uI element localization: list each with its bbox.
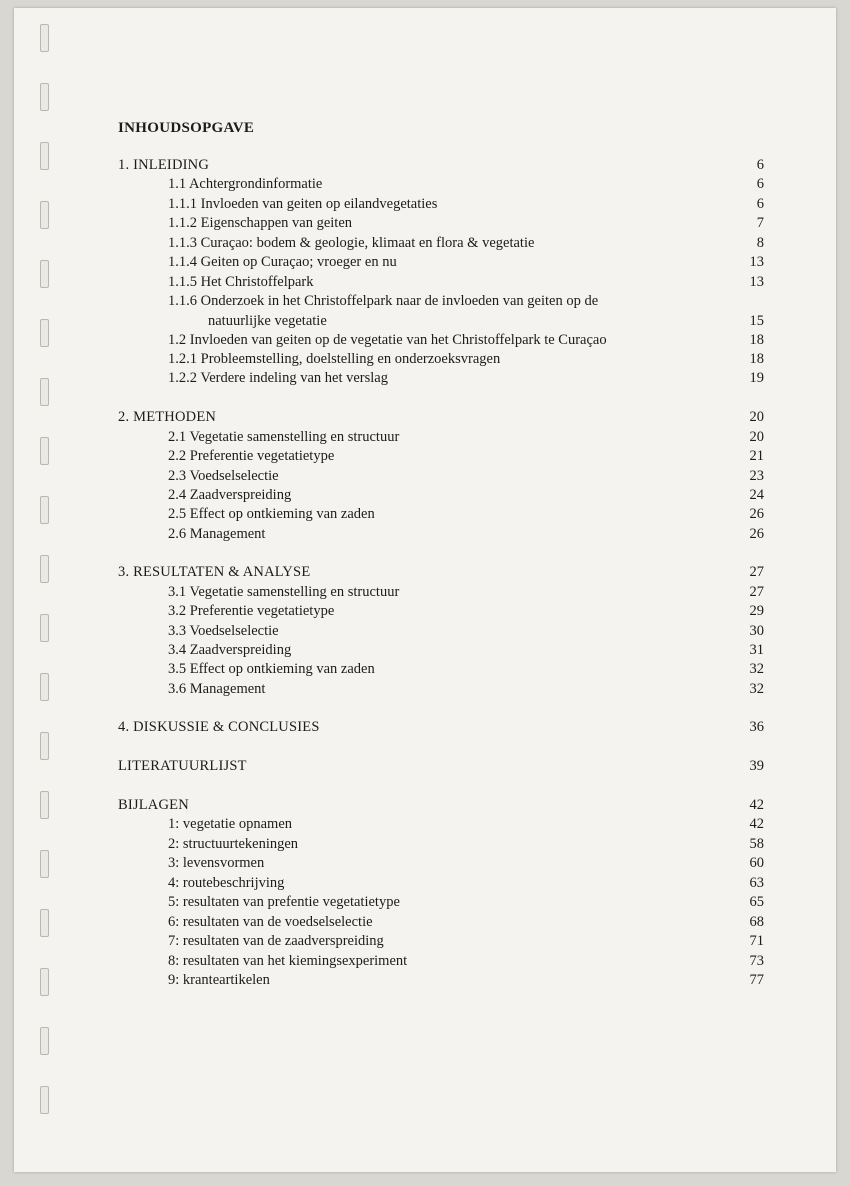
toc-entry-page: 60	[749, 855, 764, 871]
toc-entry-title: 1.1 Achtergrondinformatie	[168, 176, 323, 192]
toc-entry	[14, 213, 836, 233]
toc-entry-title: 7: resultaten van de zaadverspreiding	[168, 933, 384, 949]
toc-entry-page: 32	[749, 661, 764, 677]
toc-entry-title: 3.6 Management	[168, 681, 266, 697]
toc-entry-title: 3: levensvormen	[168, 855, 265, 871]
toc-entry-page: 29	[749, 603, 764, 619]
toc-entry-title: 1.1.4 Geiten op Curaçao; vroeger en nu	[168, 254, 397, 270]
toc-entry	[14, 485, 836, 505]
toc-entry-title: BIJLAGEN	[118, 797, 189, 813]
toc-entry-page: 42	[749, 816, 764, 832]
toc-entry-page: 18	[749, 351, 764, 367]
binding-slot	[40, 24, 49, 52]
toc-entry	[14, 330, 836, 350]
toc-entry-page: 8	[756, 235, 764, 251]
toc-entry	[14, 834, 836, 854]
toc-entry-title: 3.1 Vegetatie samenstelling en structuur	[168, 584, 400, 600]
toc-entry	[14, 311, 836, 331]
toc-entry	[14, 873, 836, 893]
toc-entry	[14, 194, 836, 214]
toc-entry-page: 19	[749, 370, 764, 386]
toc-entry-page: 24	[749, 487, 764, 503]
toc-entry-page: 39	[749, 758, 764, 774]
toc-entry	[14, 853, 836, 873]
toc-entry-page: 36	[749, 719, 764, 735]
toc-entry-page: 71	[749, 933, 764, 949]
toc-entry-page: 31	[749, 642, 764, 658]
toc-entry-page: 68	[749, 914, 764, 930]
toc-entry	[14, 524, 836, 544]
toc-entry-title: 1.1.5 Het Christoffelpark	[168, 274, 314, 290]
toc-entry-title: 6: resultaten van de voedselselectie	[168, 914, 373, 930]
toc-entry	[14, 349, 836, 369]
toc-entry	[14, 233, 836, 253]
toc-section-entry	[14, 717, 836, 737]
toc-entry-title: 3.3 Voedselselectie	[168, 623, 279, 639]
document-page	[14, 8, 836, 1172]
toc-entry-page: 30	[749, 623, 764, 639]
toc-entry-page: 23	[749, 468, 764, 484]
toc-entry	[14, 659, 836, 679]
toc-entry	[14, 970, 836, 990]
toc-entry-page: 42	[749, 797, 764, 813]
toc-entry	[14, 174, 836, 194]
toc-entry-title: LITERATUURLIJST	[118, 758, 247, 774]
toc-entry-title: 1.1.3 Curaçao: bodem & geologie, klimaat en flora & vegetatie	[168, 235, 535, 251]
toc-title: INHOUDSOPGAVE	[118, 120, 255, 136]
toc-entry-page: 73	[749, 953, 764, 969]
toc-entry-title: 3.4 Zaadverspreiding	[168, 642, 292, 658]
toc-entry-title: 1: vegetatie opnamen	[168, 816, 293, 832]
toc-entry	[14, 621, 836, 641]
toc-entry-page: 65	[749, 894, 764, 910]
toc-entry	[14, 951, 836, 971]
toc-entry	[14, 892, 836, 912]
toc-entry-page: 26	[749, 526, 764, 542]
toc-entry-page: 58	[749, 836, 764, 852]
toc-entry-page: 20	[749, 429, 764, 445]
toc-entry-title: 9: kranteartikelen	[168, 972, 270, 988]
toc-entry-title: 3. RESULTATEN & ANALYSE	[118, 564, 311, 580]
toc-entry-page: 27	[749, 584, 764, 600]
toc-entry-title: 2. METHODEN	[118, 409, 217, 425]
toc-entry	[14, 446, 836, 466]
toc-entry-page: 7	[756, 215, 764, 231]
toc-section-entry	[14, 155, 836, 175]
toc-entry-title: 1.1.6 Onderzoek in het Christoffelpark naar de invloeden van geiten op de	[168, 293, 599, 309]
toc-entry-page: 21	[749, 448, 764, 464]
toc-entry-page: 13	[749, 274, 764, 290]
toc-entry-title: 3.2 Preferentie vegetatietype	[168, 603, 335, 619]
toc-entry-title: 1.1.1 Invloeden van geiten op eilandvegetaties	[168, 196, 438, 212]
toc-section-entry	[14, 562, 836, 582]
toc-entry	[14, 368, 836, 388]
toc-entry-title: 1.2 Invloeden van geiten op de vegetatie van het Christoffelpark te Curaçao	[168, 332, 607, 348]
toc-entry-title: 2.6 Management	[168, 526, 266, 542]
toc-entry	[14, 931, 836, 951]
toc-entry-page: 63	[749, 875, 764, 891]
toc-section-entry	[14, 756, 836, 776]
toc-section-entry	[14, 407, 836, 427]
toc-entry	[14, 912, 836, 932]
toc-section-entry	[14, 795, 836, 815]
toc-entry-page: 18	[749, 332, 764, 348]
toc-entry-title: 3.5 Effect op ontkieming van zaden	[168, 661, 375, 677]
toc-entry-title: 1.1.2 Eigenschappen van geiten	[168, 215, 353, 231]
toc-entry	[14, 814, 836, 834]
toc-entry-page: 6	[756, 176, 764, 192]
toc-entry-page: 32	[749, 681, 764, 697]
toc-entry-title: 1.2.1 Probleemstelling, doelstelling en onderzoeksvragen	[168, 351, 501, 367]
toc-entry-title: 4. DISKUSSIE & CONCLUSIES	[118, 719, 320, 735]
toc-entry-title: 2: structuurtekeningen	[168, 836, 299, 852]
toc-entry-page: 6	[756, 157, 764, 173]
toc-entry-title: 1.2.2 Verdere indeling van het verslag	[168, 370, 388, 386]
toc-entry-title: 2.3 Voedselselectie	[168, 468, 279, 484]
toc-entry-title: 1. INLEIDING	[118, 157, 209, 173]
toc-entry	[14, 601, 836, 621]
binding-slot	[40, 83, 49, 111]
toc-entry-title: 2.2 Preferentie vegetatietype	[168, 448, 335, 464]
toc-entry-title: 4: routebeschrijving	[168, 875, 285, 891]
toc-entry	[14, 427, 836, 447]
toc-entry-page: 15	[749, 313, 764, 329]
toc-entry	[14, 252, 836, 272]
toc-entry-title: 2.1 Vegetatie samenstelling en structuur	[168, 429, 400, 445]
toc-entry-page: 20	[749, 409, 764, 425]
toc-entry	[14, 272, 836, 292]
toc-entry	[14, 466, 836, 486]
binding-slot	[40, 1086, 49, 1114]
toc-entry-page: 13	[749, 254, 764, 270]
toc-entry-title: natuurlijke vegetatie	[208, 313, 327, 329]
toc-entry-title: 5: resultaten van prefentie vegetatietype	[168, 894, 400, 910]
toc-entry	[14, 291, 836, 311]
toc-entry-title: 2.4 Zaadverspreiding	[168, 487, 292, 503]
toc-entry	[14, 504, 836, 524]
toc-entry	[14, 679, 836, 699]
toc-entry	[14, 640, 836, 660]
toc-entry-page: 6	[756, 196, 764, 212]
toc-entry-page: 27	[749, 564, 764, 580]
toc-entry-title: 2.5 Effect op ontkieming van zaden	[168, 506, 375, 522]
toc-entry-page: 77	[749, 972, 764, 988]
toc-entry-title: 8: resultaten van het kiemingsexperiment	[168, 953, 408, 969]
binding-slot	[40, 1027, 49, 1055]
toc-entry-page: 26	[749, 506, 764, 522]
toc-entry	[14, 582, 836, 602]
